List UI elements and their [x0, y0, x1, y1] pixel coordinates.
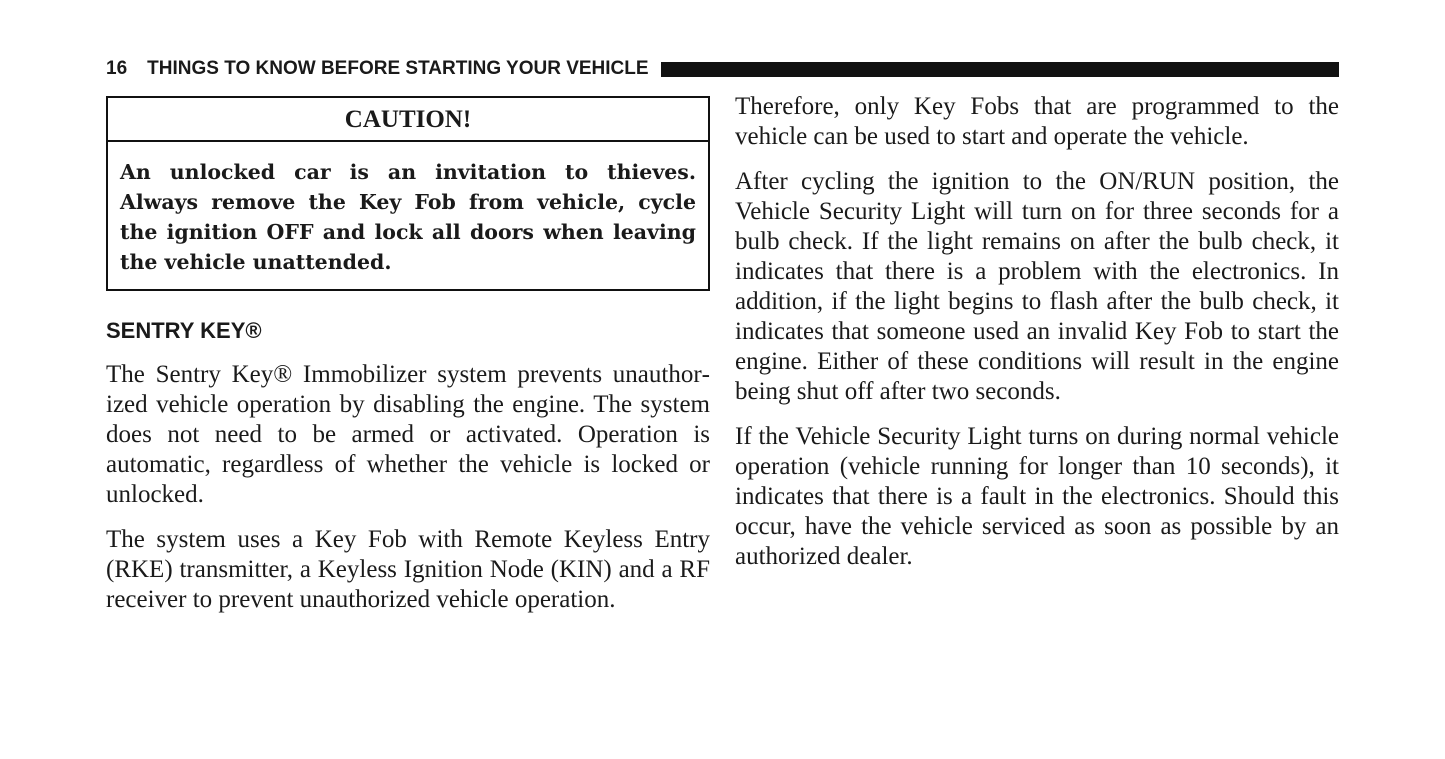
section-title: THINGS TO KNOW BEFORE STARTING YOUR VEHICLE: [147, 58, 649, 79]
right-column: [735, 92, 1339, 572]
page-number: 16: [106, 58, 128, 79]
paragraph: If the Vehicle Security Light turns on during normal vehicle operation (vehicle running for longer than 10 seconds), it indicates that there is a fault in the electronics. Should this occur, have the vehicle serviced as soon as possible by an authorized dealer.: [735, 423, 1339, 570]
paragraph: After cycling the ignition to the ON/RUN position, the Vehicle Security Light will turn on for three seconds for a bulb check. If the light remains on after the bulb check, it indicates that there is a problem with the electronics. In addition, if the light begins to flash after the bulb check, it indicates that someone used an invalid Key Fob to start the engine. Either of these conditions will result in the engine being shut off after two seconds.: [735, 168, 1339, 405]
caution-title: CAUTION!: [108, 98, 708, 142]
caution-body: An unlocked car is an invitation to thieves. Always remove the Key Fob from vehicle, cycle the ignition OFF and lock all doors when leaving the vehicle unattended.: [120, 160, 696, 274]
paragraph: The system uses a Key Fob with Remote Keyless Entry (RKE) transmitter, a Keyless Ignition Node (KIN) and a RF receiver to prevent unauthorized vehicle operation.: [106, 526, 710, 613]
paragraph: The Sentry Key® Immobilizer system prevents unauthorized vehicle operation by disabling the engine. The system does not need to be armed or activated. Operation is automatic, regardless of whether the vehicle is locked or unlocked.: [106, 361, 710, 508]
header-rule: [661, 62, 1339, 77]
caution-box: [106, 96, 710, 291]
section-heading: SENTRY KEY®: [106, 318, 262, 343]
left-column: [106, 96, 710, 615]
page-header: [106, 58, 1339, 80]
paragraph: Therefore, only Key Fobs that are programmed to the vehicle can be used to start and operate the vehicle.: [735, 93, 1339, 150]
